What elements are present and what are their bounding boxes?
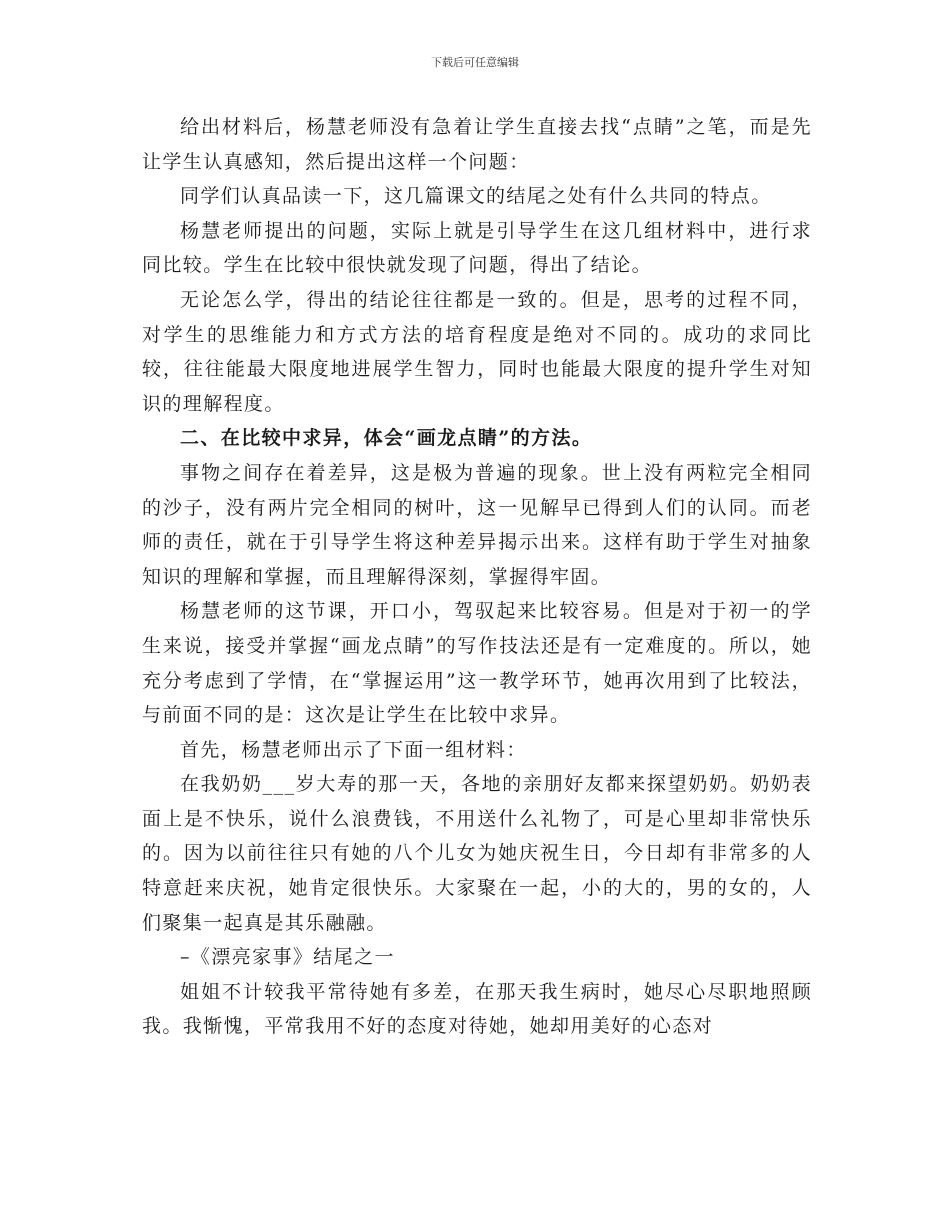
paragraph: 杨慧老师的这节课，开口小，驾驭起来比较容易。但是对于初一的学生来说，接受并掌握“画龙点睛”的写作技法还是有一定难度的。所以，她充分考虑到了学情，在“掌握运用”这一教学环节，她再次用到了比较法，与前面不同的是：这次是让学生在比较中求异。 [142, 600, 812, 727]
paragraph: 姐姐不计较我平常待她有多差，在那天我生病时，她尽心尽职地照顾我。我惭愧，平常我用不好的态度对待她，她却用美好的心态对 [142, 980, 812, 1038]
paragraph: 给出材料后，杨慧老师没有急着让学生直接去找“点睛”之笔，而是先让学生认真感知，然后提出这样一个问题： [142, 116, 812, 173]
paragraph: 同学们认真品读一下，这几篇课文的结尾之处有什么共同的特点。 [180, 185, 772, 208]
section-heading: 二、在比较中求异，体会“画龙点睛”的方法。 [180, 427, 593, 450]
paragraph: 事物之间存在着差异，这是极为普遍的现象。世上没有两粒完全相同的沙子，没有两片完全相同的树叶，这一见解早已得到人们的认同。而老师的责任，就在于引导学生将这种差异揭示出来。这样有助于学生对抽象知识的理解和掌握，而且理解得深刻，掌握得牢固。 [142, 461, 812, 588]
paragraph: 首先，杨慧老师出示了下面一组材料： [180, 738, 527, 761]
page-header-note: 下载后可任意编辑 [431, 56, 519, 69]
paragraph: 杨慧老师提出的问题，实际上就是引导学生在这几组材料中，进行求同比较。学生在比较中很快就发现了问题，得出了结论。 [142, 219, 812, 277]
paragraph: 在我奶奶___岁大寿的那一天，各地的亲朋好友都来探望奶奶。奶奶表面上是不快乐，说什么浪费钱，不用送什么礼物了，可是心里却非常快乐的。因为以前往往只有她的八个儿女为她庆祝生日，今日却有非常多的人特意赶来庆祝，她肯定很快乐。大家聚在一起，小的大的，男的女的，人们聚集一起真是其乐融融。 [142, 773, 812, 934]
document-body [142, 110, 812, 1044]
paragraph: 无论怎么学，得出的结论往往都是一致的。但是，思考的过程不同，对学生的思维能力和方式方法的培育程度是绝对不同的。成功的求同比较，往往能最大限度地进展学生智力，同时也能最大限度的提升学生对知识的理解程度。 [142, 288, 812, 415]
source-attribution: –《漂亮家事》结尾之一 [180, 946, 395, 969]
